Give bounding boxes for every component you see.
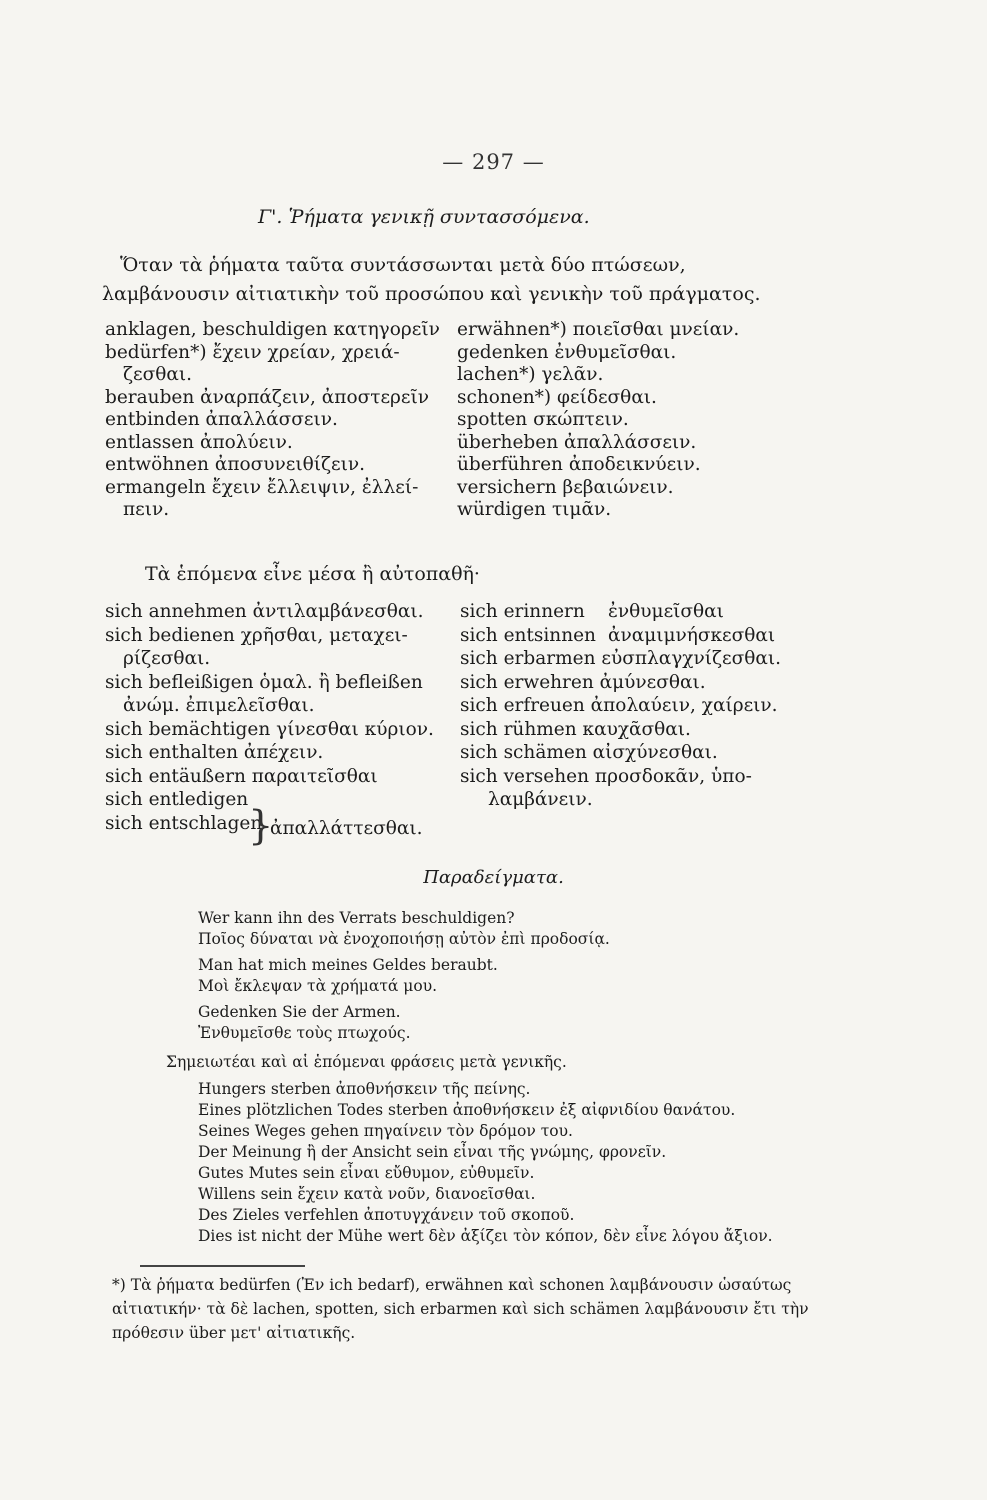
list-item: gedenken ἐνθυμεῖσθαι. (457, 341, 677, 363)
example-line: Wer kann ihn des Verrats beschuldigen? (198, 909, 515, 927)
left-reflexive-list (105, 600, 455, 835)
list-item: sich rühmen καυχᾶσθαι. (460, 718, 691, 740)
example-line: Dies ist nicht der Mühe wert δὲν ἀξίζει τὸν κόπον, δὲν εἶνε λόγου ἄξιον. (198, 1227, 773, 1245)
example-line: Μοὶ ἔκλεψαν τὰ χρήματά μου. (198, 977, 438, 995)
list-item: sich bedienen χρῆσθαι, μεταχει- (105, 624, 408, 646)
example-line: Der Meinung ἢ der Ansicht sein εἶναι τῆς γνώμης, φρονεῖν. (198, 1143, 667, 1161)
example-line: Seines Weges gehen πηγαίνειν τὸν δρόμον του. (198, 1122, 573, 1140)
list-item: entlassen ἀπολύειν. (105, 431, 293, 453)
list-item: ρίζεσθαι. (123, 648, 211, 669)
example-line: Ποῖος δύναται νὰ ἐνοχοποιήσῃ αὐτὸν ἐπὶ προδοσίᾳ. (198, 930, 610, 948)
list-item: sich erbarmen εὐσπλαγχνίζεσθαι. (460, 648, 781, 669)
intro-line-1: Ὅταν τὰ ῥήματα ταῦτα συντάσσωνται μετὰ δύο πτώσεων, (120, 254, 686, 276)
example-line: Willens sein ἔχειν κατὰ νοῦν, διανοεῖσθαι. (198, 1185, 536, 1203)
list-item: entwöhnen ἀποσυνειθίζειν. (105, 454, 365, 475)
right-verb-list (457, 319, 797, 522)
example-line: Σημειωτέαι καὶ αἱ ἑπόμεναι φράσεις μετὰ γενικῆς. (166, 1053, 567, 1071)
pair-translation: ἀπαλλάττεσθαι. (270, 818, 423, 839)
example-line: Man hat mich meines Geldes beraubt. (198, 956, 498, 974)
list-item: bedürfen*) ἔχειν χρείαν, χρειά- (105, 341, 400, 363)
list-item: ἀνώμ. ἐπιμελεῖσθαι. (123, 695, 315, 716)
list-item: sich entäußern παραιτεῖσθαι (105, 765, 378, 787)
section-title: Γ'. Ῥήματα γενικῇ συντασσόμενα. (258, 206, 590, 228)
examples-heading: Παραδείγματα. (423, 867, 564, 888)
list-item: entbinden ἀπαλλάσσειν. (105, 409, 338, 430)
list-item: sich schämen αἰσχύνεσθαι. (460, 742, 718, 763)
page-number: — 297 — (442, 150, 545, 174)
list-item: versichern βεβαιώνειν. (457, 476, 674, 498)
list-item: ζεσθαι. (123, 364, 193, 385)
list-item: λαμβάνειν. (488, 789, 593, 810)
example-line: Hungers sterben ἀποθνήσκειν τῆς πείνης. (198, 1080, 531, 1098)
list-item: sich entsinnen (460, 624, 596, 646)
list-item: spotten σκώπτειν. (457, 409, 629, 430)
list-item: schonen*) φείδεσθαι. (457, 386, 657, 408)
example-line: Des Zieles verfehlen ἀποτυγχάνειν τοῦ σκοποῦ. (198, 1206, 575, 1224)
example-line: Gedenken Sie der Armen. (198, 1003, 401, 1021)
reflexive-intro: Τὰ ἑπόμενα εἶνε μέσα ἢ αὐτοπαθῆ· (145, 563, 480, 585)
list-item: sich erwehren ἀμύνεσθαι. (460, 671, 706, 693)
brace-left: } (248, 803, 274, 849)
list-item: sich befleißigen ὁμαλ. ἢ befleißen (105, 671, 423, 693)
intro-line-2: λαμβάνουσιν αἰτιατικὴν τοῦ προσώπου καὶ γενικὴν τοῦ πράγματος. (102, 283, 761, 305)
list-item: sich versehen προσδοκᾶν, ὑπο- (460, 765, 752, 787)
list-item: πειν. (123, 499, 170, 520)
list-item: sich erinnern (460, 601, 585, 622)
list-item: sich erfreuen ἀπολαύειν, χαίρειν. (460, 695, 778, 716)
left-verb-list (105, 319, 445, 522)
right-pair-translation: ἐνθυμεῖσθαι ἀναμιμνήσκεσθαι (608, 601, 776, 646)
example-line: Eines plötzlichen Todes sterben ἀποθνήσκειν ἐξ αἰφνιδίου θανάτου. (198, 1101, 736, 1119)
footnote: *) Τὰ ῥήματα bedürfen (Ἐν ich bedarf), erwähnen καὶ schonen λαμβάνουσιν ὡσαύτως αἰτιατικήν· τὰ δὲ lachen, spotten, sich erbarmen καὶ sich schämen λαμβάνουσιν ἔτι τὴν πρόθεσιν über μετ' αἰτιατικῆς. (112, 1276, 809, 1342)
list-item: anklagen, beschuldigen κατηγορεῖν (105, 319, 440, 340)
list-item: sich bemächtigen γίνεσθαι κύριον. (105, 718, 434, 740)
list-item: erwähnen*) ποιεῖσθαι μνείαν. (457, 319, 740, 340)
footnote-rule (140, 1265, 305, 1267)
list-item: sich entschlagen (105, 812, 263, 834)
example-line: Gutes Mutes sein εἶναι εὔθυμον, εὐθυμεῖν. (198, 1164, 535, 1182)
list-item: lachen*) γελᾶν. (457, 364, 604, 385)
list-item: überheben ἀπαλλάσσειν. (457, 431, 697, 453)
list-item: sich annehmen ἀντιλαμβάνεσθαι. (105, 601, 424, 622)
list-item: sich enthalten ἀπέχειν. (105, 742, 324, 763)
list-item: sich entledigen (105, 789, 249, 810)
list-item: überführen ἀποδεικνύειν. (457, 454, 701, 475)
example-line: Ἐνθυμεῖσθε τοὺς πτωχούς. (198, 1024, 411, 1042)
list-item: ermangeln ἔχειν ἔλλειψιν, ἐλλεί- (105, 476, 419, 498)
list-item: würdigen τιμᾶν. (457, 499, 612, 520)
list-item: berauben ἀναρπάζειν, ἀποστερεῖν (105, 386, 429, 408)
